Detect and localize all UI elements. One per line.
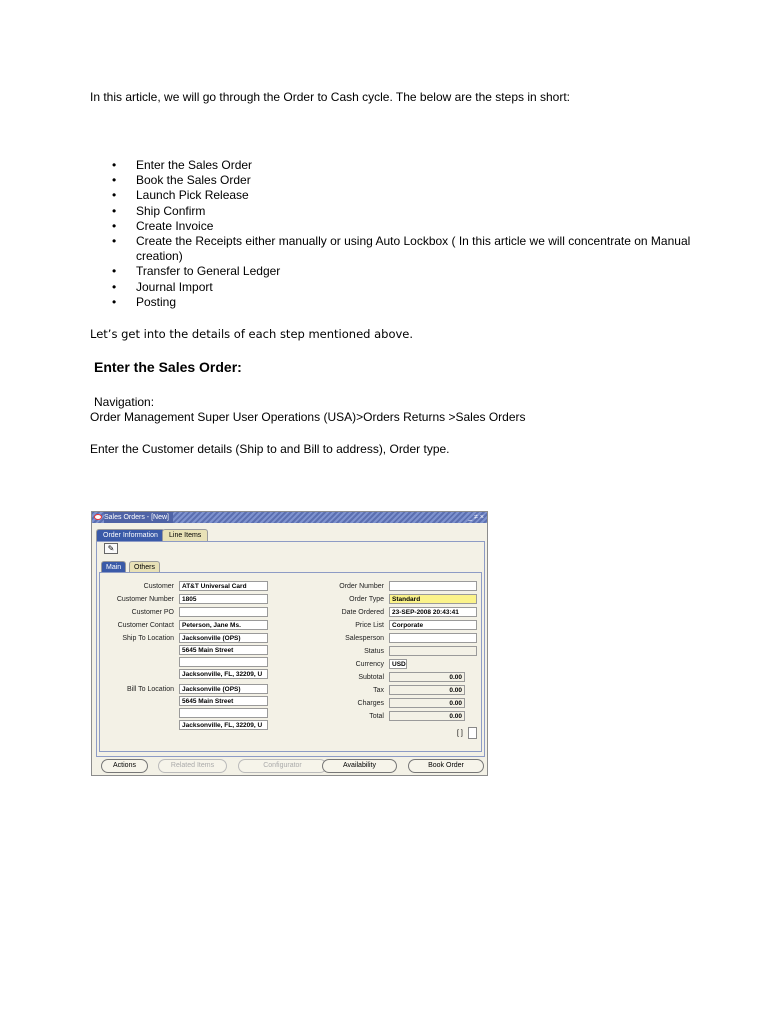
list-item: • Book the Sales Order <box>112 173 696 188</box>
oracle-logo-icon <box>94 514 102 520</box>
window-title: Sales Orders - [New] <box>104 512 173 523</box>
subtotal-label: Subtotal <box>358 674 384 681</box>
currency-field[interactable]: USD <box>389 659 407 669</box>
salesperson-label: Salesperson <box>345 635 384 642</box>
bill-to-field-line-2[interactable]: 5645 Main Street <box>179 696 268 706</box>
navigation-path: Order Management Super User Operations (USA)>Orders Returns >Sales Orders <box>90 410 526 424</box>
bill-to-field-line-1[interactable]: Jacksonville (OPS) <box>179 684 268 694</box>
ship-to-label: Ship To Location <box>122 635 174 642</box>
configurator-button[interactable]: Configurator <box>238 759 327 773</box>
charges-label: Charges <box>357 700 384 707</box>
list-item: • Enter the Sales Order <box>112 158 696 173</box>
window-titlebar <box>92 512 487 523</box>
date-ordered-field[interactable]: 23-SEP-2008 20:43:41 <box>389 607 477 617</box>
order-number-field[interactable] <box>389 581 477 591</box>
customer-number-label: Customer Number <box>116 596 174 603</box>
tab-order-information[interactable]: Order Information <box>96 529 165 542</box>
subtab-others[interactable]: Others <box>129 561 160 573</box>
list-item: • Posting <box>112 295 696 310</box>
customer-note: Enter the Customer details (Ship to and Bill to address), Order type. <box>90 442 450 456</box>
list-item: • Transfer to General Ledger <box>112 264 696 279</box>
ship-to-field-line-4[interactable]: Jacksonville, FL, 32209, U <box>179 669 268 679</box>
list-item: • Launch Pick Release <box>112 188 696 203</box>
bracket-indicator: [ ] <box>457 730 463 737</box>
ship-to-field-line-3[interactable] <box>179 657 268 667</box>
list-item: • Create Invoice <box>112 219 696 234</box>
intro-paragraph: In this article, we will go through the Order to Cash cycle. The below are the steps in short: <box>90 90 571 104</box>
date-ordered-label: Date Ordered <box>341 609 384 616</box>
section-heading: Enter the Sales Order: <box>94 359 242 375</box>
book-order-button[interactable]: Book Order <box>408 759 484 773</box>
window-controls[interactable]: _ ≠ × <box>468 514 484 521</box>
navigation-label: Navigation: <box>94 395 155 409</box>
subtotal-field: 0.00 <box>389 672 465 682</box>
price-list-label: Price List <box>355 622 384 629</box>
currency-label: Currency <box>355 661 384 668</box>
edit-icon[interactable]: ✎ <box>104 543 118 554</box>
list-item: • Create the Receipts either manually or using Auto Lockbox ( In this article we will concentrate on Manual creation) <box>112 234 696 264</box>
customer-po-field[interactable] <box>179 607 268 617</box>
total-field: 0.00 <box>389 711 465 721</box>
ship-to-field-line-1[interactable]: Jacksonville (OPS) <box>179 633 268 643</box>
ship-to-field-line-2[interactable]: 5645 Main Street <box>179 645 268 655</box>
tax-field: 0.00 <box>389 685 465 695</box>
list-item: • Journal Import <box>112 280 696 295</box>
tab-line-items[interactable]: Line Items <box>162 529 208 542</box>
status-label: Status <box>364 648 384 655</box>
tax-label: Tax <box>373 687 384 694</box>
customer-number-field[interactable]: 1805 <box>179 594 268 604</box>
total-label: Total <box>369 713 384 720</box>
price-list-field[interactable]: Corporate <box>389 620 477 630</box>
availability-button[interactable]: Availability <box>322 759 397 773</box>
details-line: Let’s get into the details of each step mentioned above. <box>90 327 414 341</box>
actions-button[interactable]: Actions <box>101 759 148 773</box>
bill-to-field-line-3[interactable] <box>179 708 268 718</box>
charges-field: 0.00 <box>389 698 465 708</box>
sales-order-form-screenshot <box>91 511 488 776</box>
salesperson-field[interactable] <box>389 633 477 643</box>
order-type-label: Order Type <box>349 596 384 603</box>
status-field <box>389 646 477 656</box>
list-item: • Ship Confirm <box>112 204 696 219</box>
customer-contact-label: Customer Contact <box>117 622 174 629</box>
customer-label: Customer <box>143 583 174 590</box>
customer-field[interactable]: AT&T Universal Card <box>179 581 268 591</box>
checkbox[interactable] <box>468 727 477 739</box>
customer-contact-field[interactable]: Peterson, Jane Ms. <box>179 620 268 630</box>
order-number-label: Order Number <box>339 583 384 590</box>
order-type-field[interactable]: Standard <box>389 594 477 604</box>
customer-po-label: Customer PO <box>131 609 174 616</box>
subtab-main[interactable]: Main <box>101 561 126 573</box>
steps-list <box>112 158 696 310</box>
bill-to-field-line-4[interactable]: Jacksonville, FL, 32209, U <box>179 720 268 730</box>
bill-to-label: Bill To Location <box>127 686 174 693</box>
related-items-button[interactable]: Related Items <box>158 759 227 773</box>
